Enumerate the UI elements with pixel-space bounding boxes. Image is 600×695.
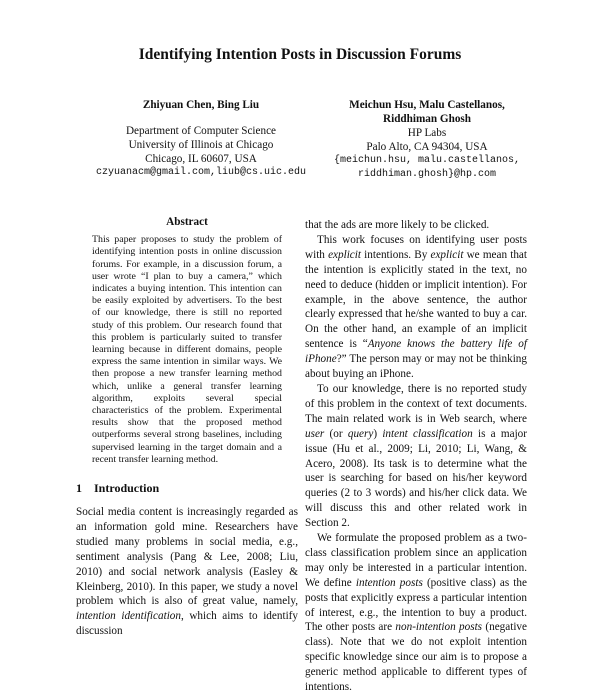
p2-b: explicit — [328, 248, 361, 261]
email-right-1: {meichun.hsu, malu.castellanos, — [333, 155, 521, 166]
affiliation-org: HP Labs — [407, 127, 447, 139]
p3-e: ) — [373, 427, 383, 440]
p2-d: explicit — [430, 248, 464, 261]
author-block-right — [312, 98, 542, 182]
affiliation-address-left: Chicago, IL 60607, USA — [145, 153, 257, 165]
section-title: Introduction — [94, 481, 160, 495]
section-heading — [76, 481, 159, 496]
email-left: czyuanacm@gmail.com,liub@cs.uic.edu — [96, 167, 307, 178]
paper-title: Identifying Intention Posts in Discussion Forums — [138, 46, 462, 63]
right-paragraph-4 — [305, 531, 527, 695]
abstract-text: This paper proposes to study the problem of identifying intention posts in online discussion forums. For example, in a discussion forum, a user wrote “I plan to buy a camera,” which indicates a buying intention. This intention can be easily exploited by advertisers. To the best of our knowledge, there is still no reported study of this problem. Our research found that this problem is particularly suited to transfer learning because in different domains, people express the same intention in similar ways. We then propose a new transfer learning method which, unlike a general transfer learning algorithm, exploits several special characteristics of the problem. Experimental results show that the proposed method outperforms several strong baselines, including supervised learning in the target domain and a recent transfer learning method. — [92, 234, 282, 465]
p2-a: This work focuses on identifying user posts with — [305, 233, 527, 261]
p2-e: we mean that the intention is explicitly stated in the text, no need to deduce (hidden or implicit intention). For example, in the above sentence, the author clearly expressed that he/she wanted to buy a car. On the other hand, an example of an implicit sentence is “ — [305, 248, 527, 351]
right-paragraph-3 — [305, 382, 527, 531]
intro-left-column — [76, 505, 298, 639]
p2-f: Anyone knows the battery life of iPhone — [305, 338, 527, 366]
p3-f: intent classification — [382, 427, 473, 440]
author-names-right-1: Meichun Hsu, Malu Castellanos, — [349, 99, 505, 111]
affiliation-univ: University of Illinois at Chicago — [128, 139, 274, 151]
p3-c: (or — [324, 427, 348, 440]
p4-d: non-intention posts — [395, 621, 483, 634]
p4-c: (positive class) as the posts that explicitly express a particular intention of interest, e.g., the intention to buy a product. The other posts are — [305, 576, 527, 634]
p3-b: user — [305, 427, 325, 440]
abstract — [76, 216, 298, 466]
p4-e: (negative class). Note that we do not exploit intention specific knowledge since our aim is to propose a generic method applicable to different types of intentions. — [305, 621, 527, 694]
abstract-heading: Abstract — [166, 216, 208, 228]
right-column — [305, 218, 527, 695]
p3-d: query — [347, 427, 374, 440]
intro-text-c: , which aims to identify discussion — [76, 610, 298, 638]
author-block-left — [96, 98, 306, 180]
affiliation-address-right: Palo Alto, CA 94304, USA — [366, 141, 488, 153]
intro-text-a: Social media content is increasingly regarded as an information gold mine. Researchers have studied many problems in social media, e.g., sentiment analysis (Pang & Lee, 2008; Liu, 2010) and social network analysis (Easley & Kleinberg, 2010). In this paper, we study a novel problem which is also of great value, namely, — [76, 506, 298, 608]
p3-a: To our knowledge, there is no reported study of this problem in the context of text documents. The main related work is in Web search, where — [305, 382, 527, 425]
author-names-left: Zhiyuan Chen, Bing Liu — [142, 99, 260, 111]
p2-g: ?” The person may or may not be thinking about buying an iPhone. — [305, 353, 527, 381]
affiliation-dept: Department of Computer Science — [125, 125, 277, 137]
right-paragraph-2 — [305, 233, 527, 382]
p3-g: is a major issue (Hu et al., 2009; Li, 2010; Li, Wang, & Acero, 2008). Its task is to determine what the user is searching for based on his/her keyword queries (2 to 3 words) and his/her click data. We will discuss this and other related work in Section 2. — [305, 427, 527, 530]
intro-paragraph — [76, 505, 298, 639]
p4-a: We formulate the proposed problem as a two-class classification problem since an application may only be interested in a particular intention. We define — [305, 532, 527, 589]
p4-b: intention posts — [355, 576, 423, 589]
p2-c: intentions. By — [361, 248, 431, 261]
author-names-right-2: Riddhiman Ghosh — [383, 113, 471, 125]
email-right-2: riddhiman.ghosh}@hp.com — [357, 169, 497, 180]
right-paragraph-1: that the ads are more likely to be clicked. — [305, 219, 490, 231]
section-number: 1 — [76, 481, 82, 495]
intro-term-intention-identification: intention identification — [76, 610, 181, 623]
